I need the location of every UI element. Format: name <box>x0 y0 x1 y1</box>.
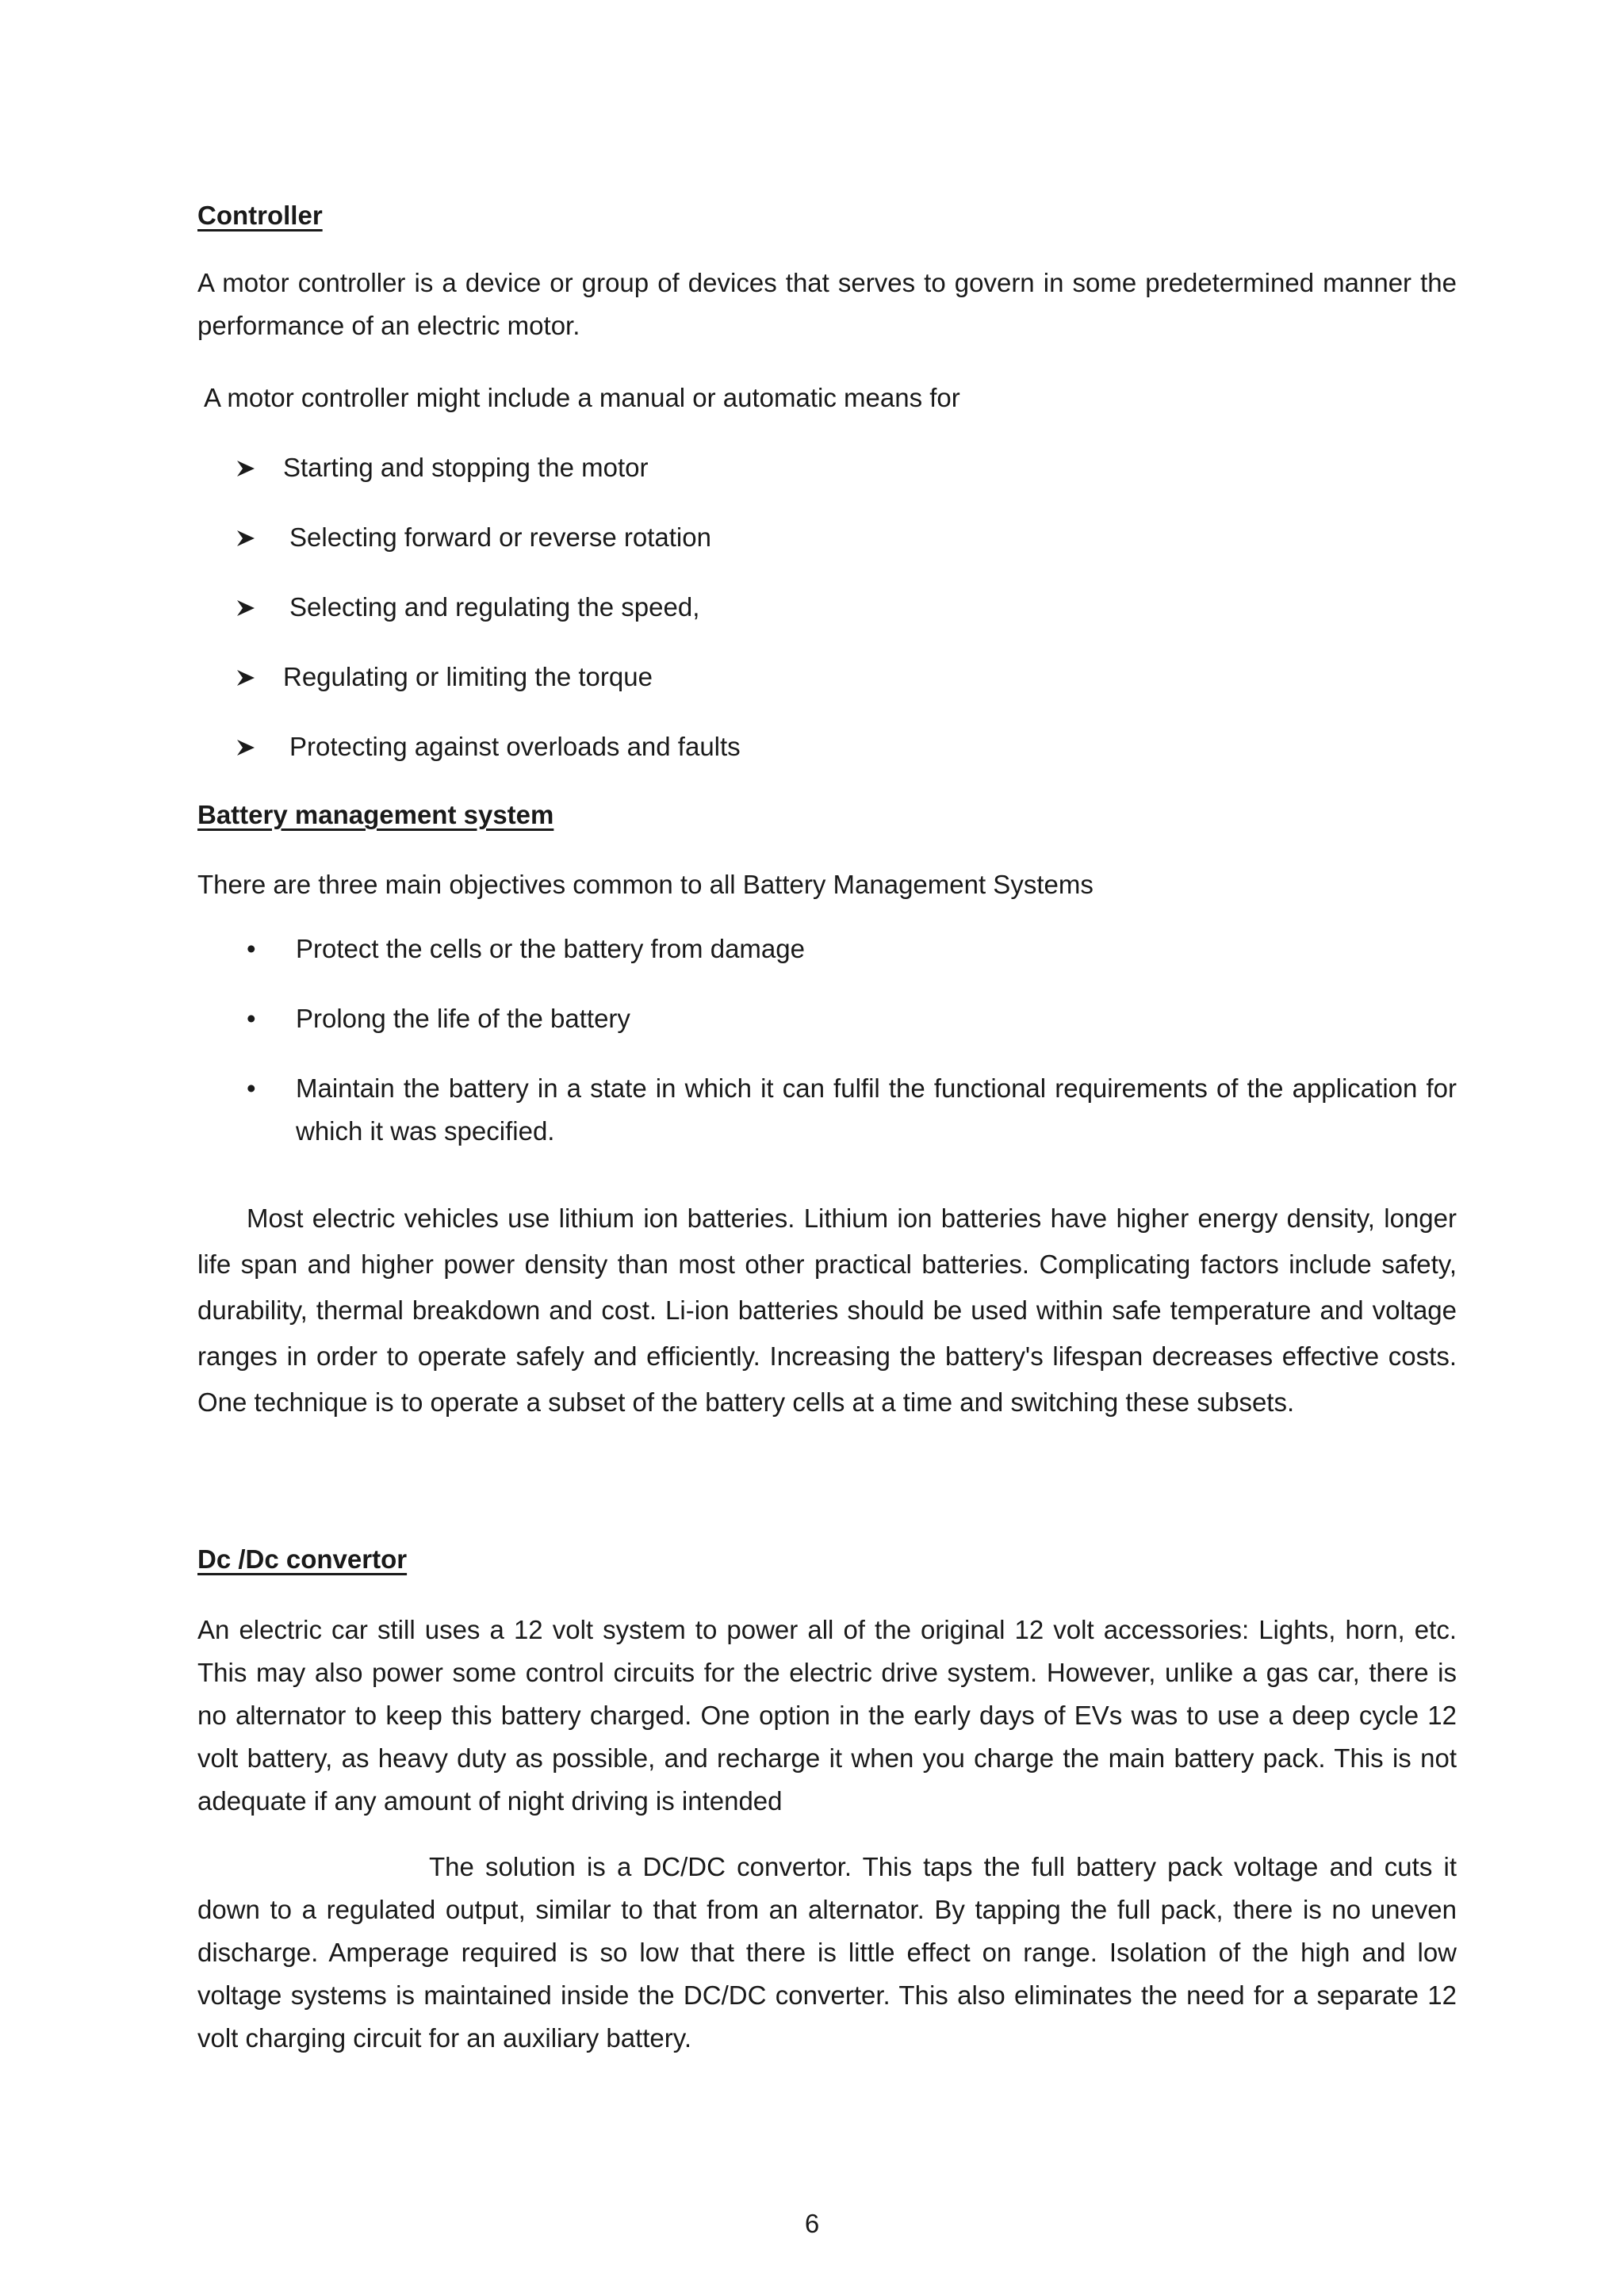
dcdc-heading: Dc /Dc convertor <box>197 1544 408 1574</box>
dcdc-para2-block <box>197 1846 1457 2060</box>
arrow-bullet-icon <box>236 452 256 484</box>
list-item-text: Starting and stopping the motor <box>283 453 649 482</box>
bms-list <box>197 928 1457 1180</box>
arrow-bullet-icon <box>236 591 256 623</box>
list-item-text: Selecting forward or reverse rotation <box>289 522 711 552</box>
list-item <box>197 452 1457 522</box>
controller-lead: A motor controller might include a manual or automatic means for <box>204 383 960 412</box>
controller-lead-block <box>204 382 1463 414</box>
bms-body-block <box>197 1196 1457 1425</box>
list-item <box>197 591 1457 661</box>
list-item-text: Maintain the battery in a state in which it can fulfil the functional requirements of the application for which it was specified. <box>296 1073 1457 1146</box>
arrow-bullet-icon <box>236 661 256 693</box>
dot-bullet-icon: • <box>247 1004 256 1033</box>
controller-section <box>197 200 1457 232</box>
list-item-text: Prolong the life of the battery <box>296 1004 630 1033</box>
controller-intro: A motor controller is a device or group of devices that serves to govern in some predetermined manner the performance of an electric motor. <box>197 268 1457 340</box>
dcdc-para1: An electric car still uses a 12 volt system to power all of the original 12 volt accessories: Lights, horn, etc. This may also power some control circuits for the electric drive system. However, unlike a gas car, there is no alternator to keep this battery charged. One option in the early days of EVs was to use a deep cycle 12 volt battery, as heavy duty as possible, and recharge it when you charge the main battery pack. This is not adequate if any amount of night driving is intended <box>197 1615 1457 1816</box>
list-item-text: Protect the cells or the battery from damage <box>296 934 805 963</box>
dot-bullet-icon: • <box>247 1073 256 1103</box>
list-item <box>197 997 1457 1040</box>
dcdc-para2: The solution is a DC/DC convertor. This taps the full battery pack voltage and cuts it down to a regulated output, similar to that from an alternator. By tapping the full pack, there is no uneven discharge. Amperage required is so low that there is little effect on range. Isolation of the high and low voltage systems is maintained inside the DC/DC converter. This also eliminates the need for a separate 12 volt charging circuit for an auxiliary battery. <box>197 1852 1457 2053</box>
list-item-text: Protecting against overloads and faults <box>289 732 741 761</box>
bms-heading: Battery management system <box>197 800 554 829</box>
controller-heading: Controller <box>197 201 323 230</box>
bms-intro-block <box>197 869 1457 901</box>
arrow-bullet-icon <box>236 522 256 553</box>
arrow-bullet-icon <box>236 731 256 763</box>
list-item <box>197 731 1457 801</box>
page-number: 6 <box>804 2209 820 2238</box>
bms-section <box>197 799 1457 831</box>
controller-list <box>197 452 1457 801</box>
list-item-text: Regulating or limiting the torque <box>283 662 653 691</box>
dcdc-section <box>197 1544 1457 1575</box>
dot-bullet-icon: • <box>247 934 256 963</box>
list-item <box>197 928 1457 970</box>
bms-body: Most electric vehicles use lithium ion batteries. Lithium ion batteries have higher energy density, longer life span and higher power density than most other practical batteries. Complicating factors include safety, durability, thermal breakdown and cost. Li-ion batteries should be used within safe temperature and voltage ranges in order to operate safely and efficiently. Increasing the battery's lifespan decreases effective costs. One technique is to operate a subset of the battery cells at a time and switching these subsets. <box>197 1203 1457 1417</box>
dcdc-para1-block <box>197 1609 1457 1823</box>
list-item <box>197 1067 1457 1153</box>
list-item <box>197 661 1457 731</box>
list-item-text: Selecting and regulating the speed, <box>289 592 700 622</box>
bms-intro: There are three main objectives common to all Battery Management Systems <box>197 870 1094 899</box>
list-item <box>197 522 1457 591</box>
controller-intro-block <box>197 262 1457 347</box>
